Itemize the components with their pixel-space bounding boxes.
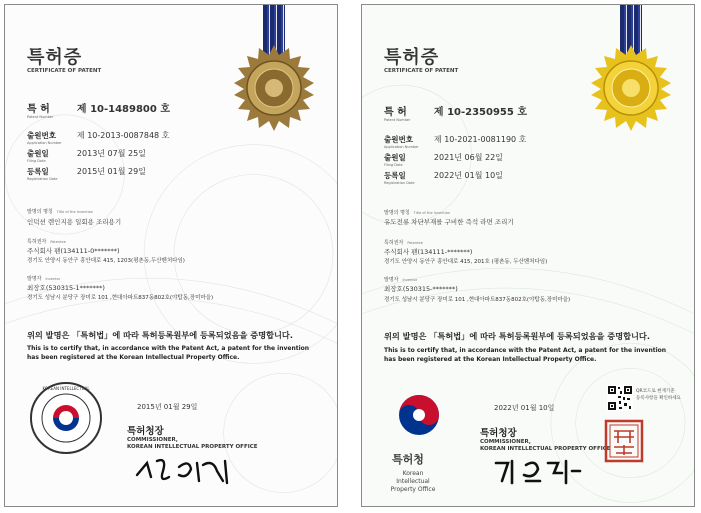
certificate-title: 특허증 xyxy=(384,47,440,68)
registration-date-row: 등록일 Registration Date 2015년 01월 29일 xyxy=(27,167,146,181)
commissioner-signature-icon xyxy=(133,453,243,487)
inventor-label: 발명자 Inventor xyxy=(27,276,61,282)
application-number-row: 출원번호 Application Number 제 10-2013-0087848 호 xyxy=(27,131,170,145)
kipo-name: 특허청 xyxy=(392,453,424,466)
filing-date: 2021년 06월 22일 xyxy=(433,153,503,162)
certification-statement-ko: 위의 발명은 「특허법」에 따라 특허등록원부에 등록되었음을 증명합니다. xyxy=(384,331,650,341)
invention-label: 발명의 명칭 Title of the Invention xyxy=(27,209,94,215)
commissioner-en: COMMISSIONER, KOREAN INTELLECTUAL PROPERTY OFFICE xyxy=(127,437,258,450)
issue-date: 2015년 01월 29일 xyxy=(137,403,198,411)
bronze-seal-icon xyxy=(231,45,317,131)
application-number: 제 10-2013-0087848 호 xyxy=(76,131,170,140)
filing-date-row: 출원일 Filing Date 2021년 06월 22일 xyxy=(384,153,503,167)
invention-label: 발명의 명칭 Title of the Invention xyxy=(384,210,451,216)
gold-seal-icon xyxy=(588,45,674,131)
commissioner-title: 특허청장 xyxy=(480,428,517,439)
certification-statement-en-1: This is to certify that, in accordance with the Patent Act, a patent for the invention xyxy=(384,347,667,354)
patentee-name: 주식회사 팬(134111-0*******) xyxy=(27,247,120,255)
kipo-seal-logo-icon xyxy=(29,381,103,455)
kipo-taegeuk-logo-icon xyxy=(384,387,454,443)
inventor-name: 최장호(530315-*******) xyxy=(384,285,458,293)
patentee-address: 경기도 안양시 동안구 흥안대로 415, 201호 (평촌동, 두산벤처다임) xyxy=(384,259,548,265)
official-red-stamp-icon xyxy=(604,419,644,463)
application-number-row: 출원번호 Application Number 제 10-2021-0081190 호 xyxy=(384,135,527,149)
patent-number: 제 10-1489800 호 xyxy=(76,104,170,115)
patent-number-row: 특 허 Patent Number 제 10-1489800 호 xyxy=(27,100,170,120)
certification-statement-en-2: has been registered at the Korean Intellectual Property Office. xyxy=(27,354,240,361)
certificate-title: 특허증 xyxy=(27,47,83,68)
inventor-address: 경기도 성남시 분당구 장미로 101 ,현대아파트837동802호(야탑동,장미마을) xyxy=(27,295,214,301)
filing-date-row: 출원일 Filing Date 2013년 07월 25일 xyxy=(27,149,146,163)
registration-date-row: 등록일 Registration Date 2022년 01월 10일 xyxy=(384,171,503,185)
patentee-label: 특허권자 Patentee xyxy=(27,239,66,245)
registration-date: 2015년 01월 29일 xyxy=(76,167,146,176)
commissioner-signature-icon xyxy=(492,457,592,487)
patent-number: 제 10-2350955 호 xyxy=(433,107,527,118)
patent-number-row: 특 허 Patent Number 제 10-2350955 호 xyxy=(384,103,527,123)
patentee-label: 특허권자 Patentee xyxy=(384,240,423,246)
patentee-name: 주식회사 팬(134111-*******) xyxy=(384,248,473,256)
patent-certificate-2 xyxy=(361,4,695,507)
filing-date: 2013년 07월 25일 xyxy=(76,149,146,158)
kipo-name-en: Korean Intellectual Property Office xyxy=(390,470,436,493)
inventor-address: 경기도 성남시 분당구 장미로 101 ,현대아파트837동802호(야탑동,장미마을) xyxy=(384,297,571,303)
svg-text:KOREAN INTELLECTUAL: KOREAN INTELLECTUAL xyxy=(42,386,90,391)
invention-title: 유도전류 차단부재를 구비한 즉석 라면 조리기 xyxy=(384,218,514,226)
certification-statement-ko: 위의 발명은 「특허법」에 따라 특허등록원부에 등록되었음을 증명합니다. xyxy=(27,330,293,340)
commissioner-en: COMMISSIONER, KOREAN INTELLECTUAL PROPERTY OFFICE xyxy=(480,439,611,452)
application-number: 제 10-2021-0081190 호 xyxy=(433,135,527,144)
invention-title: 인덕션 렌인지용 일회용 조리용기 xyxy=(27,218,122,226)
issue-date: 2022년 01월 10일 xyxy=(494,404,555,412)
qr-code-icon xyxy=(607,385,633,411)
certification-statement-en-1: This is to certify that, in accordance with the Patent Act, a patent for the invention xyxy=(27,345,310,352)
certificate-subtitle: CERTIFICATE OF PATENT xyxy=(27,68,102,74)
commissioner-title: 특허청장 xyxy=(127,426,164,437)
registration-date: 2022년 01월 10일 xyxy=(433,171,503,180)
certification-statement-en-2: has been registered at the Korean Intellectual Property Office. xyxy=(384,356,597,363)
inventor-name: 최장호(530315-1*******) xyxy=(27,284,105,292)
inventor-label: 발명자 Inventor xyxy=(384,277,418,283)
patentee-address: 경기도 안양시 동안구 흥안대로 415, 1203(평촌동,두산벤처다임) xyxy=(27,258,185,264)
qr-caption: QR코드로 현재기준 등록사항을 확인하세요 xyxy=(636,389,681,401)
patent-certificate-1 xyxy=(4,4,338,507)
certificate-subtitle: CERTIFICATE OF PATENT xyxy=(384,68,459,74)
